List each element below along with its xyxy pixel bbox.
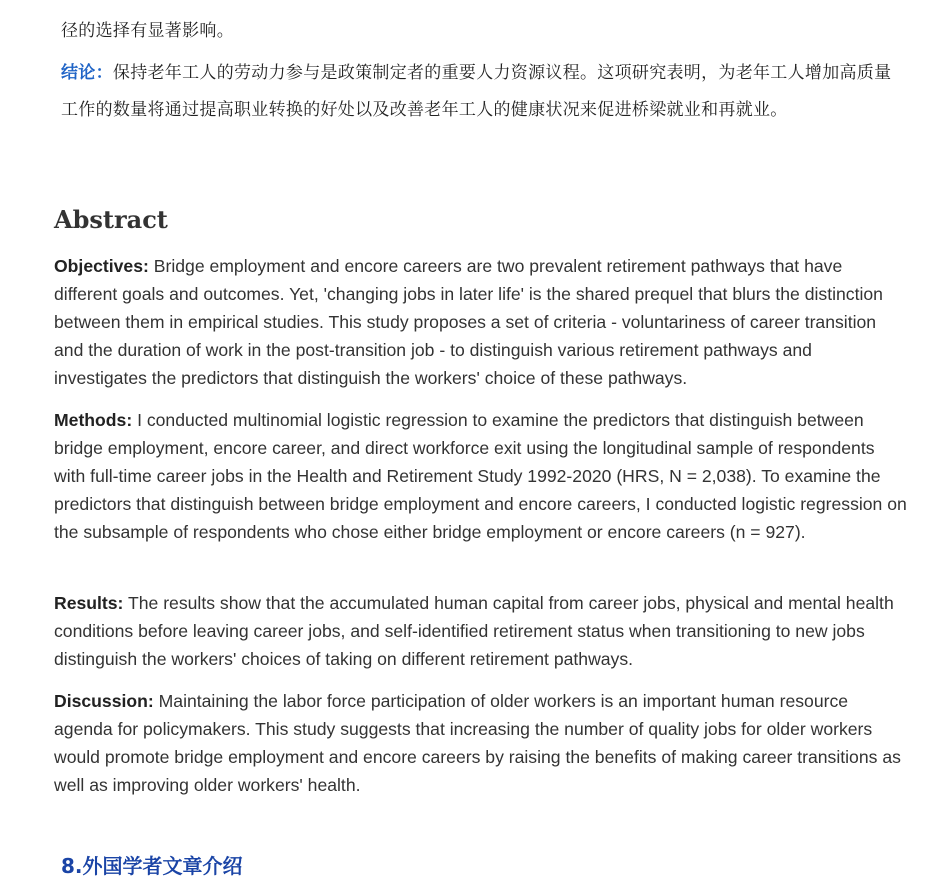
chinese-conclusion-paragraph: [61, 55, 893, 129]
abstract-objectives-paragraph: [54, 252, 909, 392]
objectives-label: Objectives:: [54, 256, 149, 276]
abstract-results-paragraph: [54, 589, 909, 673]
abstract-discussion-paragraph: [54, 687, 909, 799]
methods-label: Methods:: [54, 410, 133, 430]
section-heading-foreign-scholars: 8.外国学者文章介绍: [61, 854, 243, 878]
methods-text: I conducted multinomial logistic regression to examine the predictors that distinguish between bridge employment, encore career, and direct workforce exit using the longitudinal sample of respondents with full-time career jobs in the Health and Retirement Study 1992-2020 (HRS, N = 2,038). To examine the predictors that distinguish between bridge employment and encore careers, I conducted logistic regression on the subsample of respondents who chose either bridge employment or encore careers (n = 927).: [54, 410, 907, 542]
results-text: The results show that the accumulated human capital from career jobs, physical and mental health conditions before leaving career jobs, and self-identified retirement status when transitioning to new jobs distinguish the workers' choices of taking on different retirement pathways.: [54, 593, 894, 669]
chinese-conclusion-text: 保持老年工人的劳动力参与是政策制定者的重要人力资源议程。这项研究表明，为老年工人增加高质量工作的数量将通过提高职业转换的好处以及改善老年工人的健康状况来促进桥梁就业和再就业。: [61, 63, 892, 120]
abstract-methods-paragraph: [54, 406, 909, 546]
objectives-text: Bridge employment and encore careers are two prevalent retirement pathways that have different goals and outcomes. Yet, 'changing jobs in later life' is the shared prequel that blurs the distinction between them in empirical studies. This study proposes a set of criteria - voluntariness of career transition and the duration of work in the post-transition job - to distinguish various retirement pathways and investigates the predictors that distinguish the workers' choice of these pathways.: [54, 256, 883, 388]
chinese-text-fragment-line: 径的选择有显著影响。: [61, 21, 234, 41]
abstract-heading: Abstract: [54, 205, 168, 234]
chinese-text-fragment: [61, 15, 901, 47]
discussion-text: Maintaining the labor force participation of older workers is an important human resource agenda for policymakers. This study suggests that increasing the number of quality jobs for older workers would promote bridge employment and encore careers by raising the benefits of making career transitions as well as improving older workers' health.: [54, 691, 901, 795]
discussion-label: Discussion:: [54, 691, 154, 711]
chinese-conclusion-label: 结论：: [61, 63, 113, 83]
results-label: Results:: [54, 593, 124, 613]
